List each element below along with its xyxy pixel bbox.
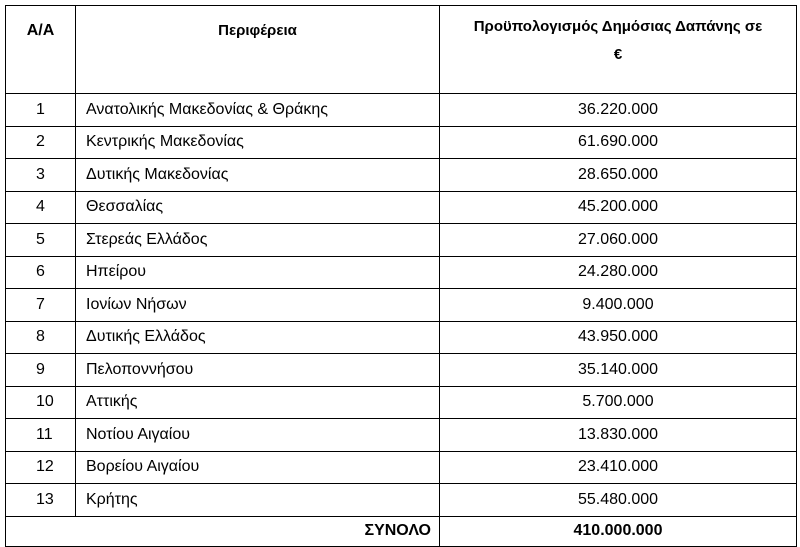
row-budget: 24.280.000	[440, 256, 797, 289]
table-row	[6, 126, 797, 159]
row-budget: 61.690.000	[440, 126, 797, 159]
row-region: Πελοποννήσου	[76, 354, 440, 387]
total-label: ΣΥΝΟΛΟ	[6, 516, 440, 546]
budget-table	[5, 5, 797, 547]
table-row	[6, 484, 797, 517]
row-number: 5	[6, 224, 76, 257]
table-row	[6, 451, 797, 484]
table-row	[6, 191, 797, 224]
table-row	[6, 321, 797, 354]
row-region: Ανατολικής Μακεδονίας & Θράκης	[76, 94, 440, 127]
row-number: 4	[6, 191, 76, 224]
row-region: Θεσσαλίας	[76, 191, 440, 224]
total-row	[6, 516, 797, 546]
row-region: Αττικής	[76, 386, 440, 419]
table-row	[6, 419, 797, 452]
row-number: 13	[6, 484, 76, 517]
table-row	[6, 224, 797, 257]
row-budget: 43.950.000	[440, 321, 797, 354]
row-number: 11	[6, 419, 76, 452]
row-region: Δυτικής Μακεδονίας	[76, 159, 440, 192]
row-region: Ηπείρου	[76, 256, 440, 289]
row-budget: 28.650.000	[440, 159, 797, 192]
header-budget-line1: Προϋπολογισμός Δημόσιας Δαπάνης σε	[473, 18, 763, 35]
header-aa: Α/Α	[6, 6, 76, 94]
row-budget: 45.200.000	[440, 191, 797, 224]
row-budget: 55.480.000	[440, 484, 797, 517]
row-region: Νοτίου Αιγαίου	[76, 419, 440, 452]
row-number: 2	[6, 126, 76, 159]
row-region: Βορείου Αιγαίου	[76, 451, 440, 484]
row-budget: 35.140.000	[440, 354, 797, 387]
header-budget-line2: €	[613, 46, 623, 63]
header-region: Περιφέρεια	[76, 6, 440, 94]
row-budget: 5.700.000	[440, 386, 797, 419]
table-row	[6, 386, 797, 419]
row-number: 6	[6, 256, 76, 289]
row-budget: 9.400.000	[440, 289, 797, 322]
table-row	[6, 354, 797, 387]
row-number: 12	[6, 451, 76, 484]
row-region: Δυτικής Ελλάδος	[76, 321, 440, 354]
row-number: 1	[6, 94, 76, 127]
row-budget: 27.060.000	[440, 224, 797, 257]
row-budget: 23.410.000	[440, 451, 797, 484]
table-header-row	[6, 6, 797, 94]
row-number: 9	[6, 354, 76, 387]
total-value: 410.000.000	[440, 516, 797, 546]
table-row	[6, 289, 797, 322]
row-budget: 13.830.000	[440, 419, 797, 452]
table-row	[6, 256, 797, 289]
row-region: Ιονίων Νήσων	[76, 289, 440, 322]
table-row	[6, 159, 797, 192]
row-number: 7	[6, 289, 76, 322]
row-budget: 36.220.000	[440, 94, 797, 127]
row-region: Κεντρικής Μακεδονίας	[76, 126, 440, 159]
header-budget	[440, 6, 797, 94]
row-number: 8	[6, 321, 76, 354]
row-number: 3	[6, 159, 76, 192]
row-number: 10	[6, 386, 76, 419]
row-region: Κρήτης	[76, 484, 440, 517]
row-region: Στερεάς Ελλάδος	[76, 224, 440, 257]
table-row	[6, 94, 797, 127]
